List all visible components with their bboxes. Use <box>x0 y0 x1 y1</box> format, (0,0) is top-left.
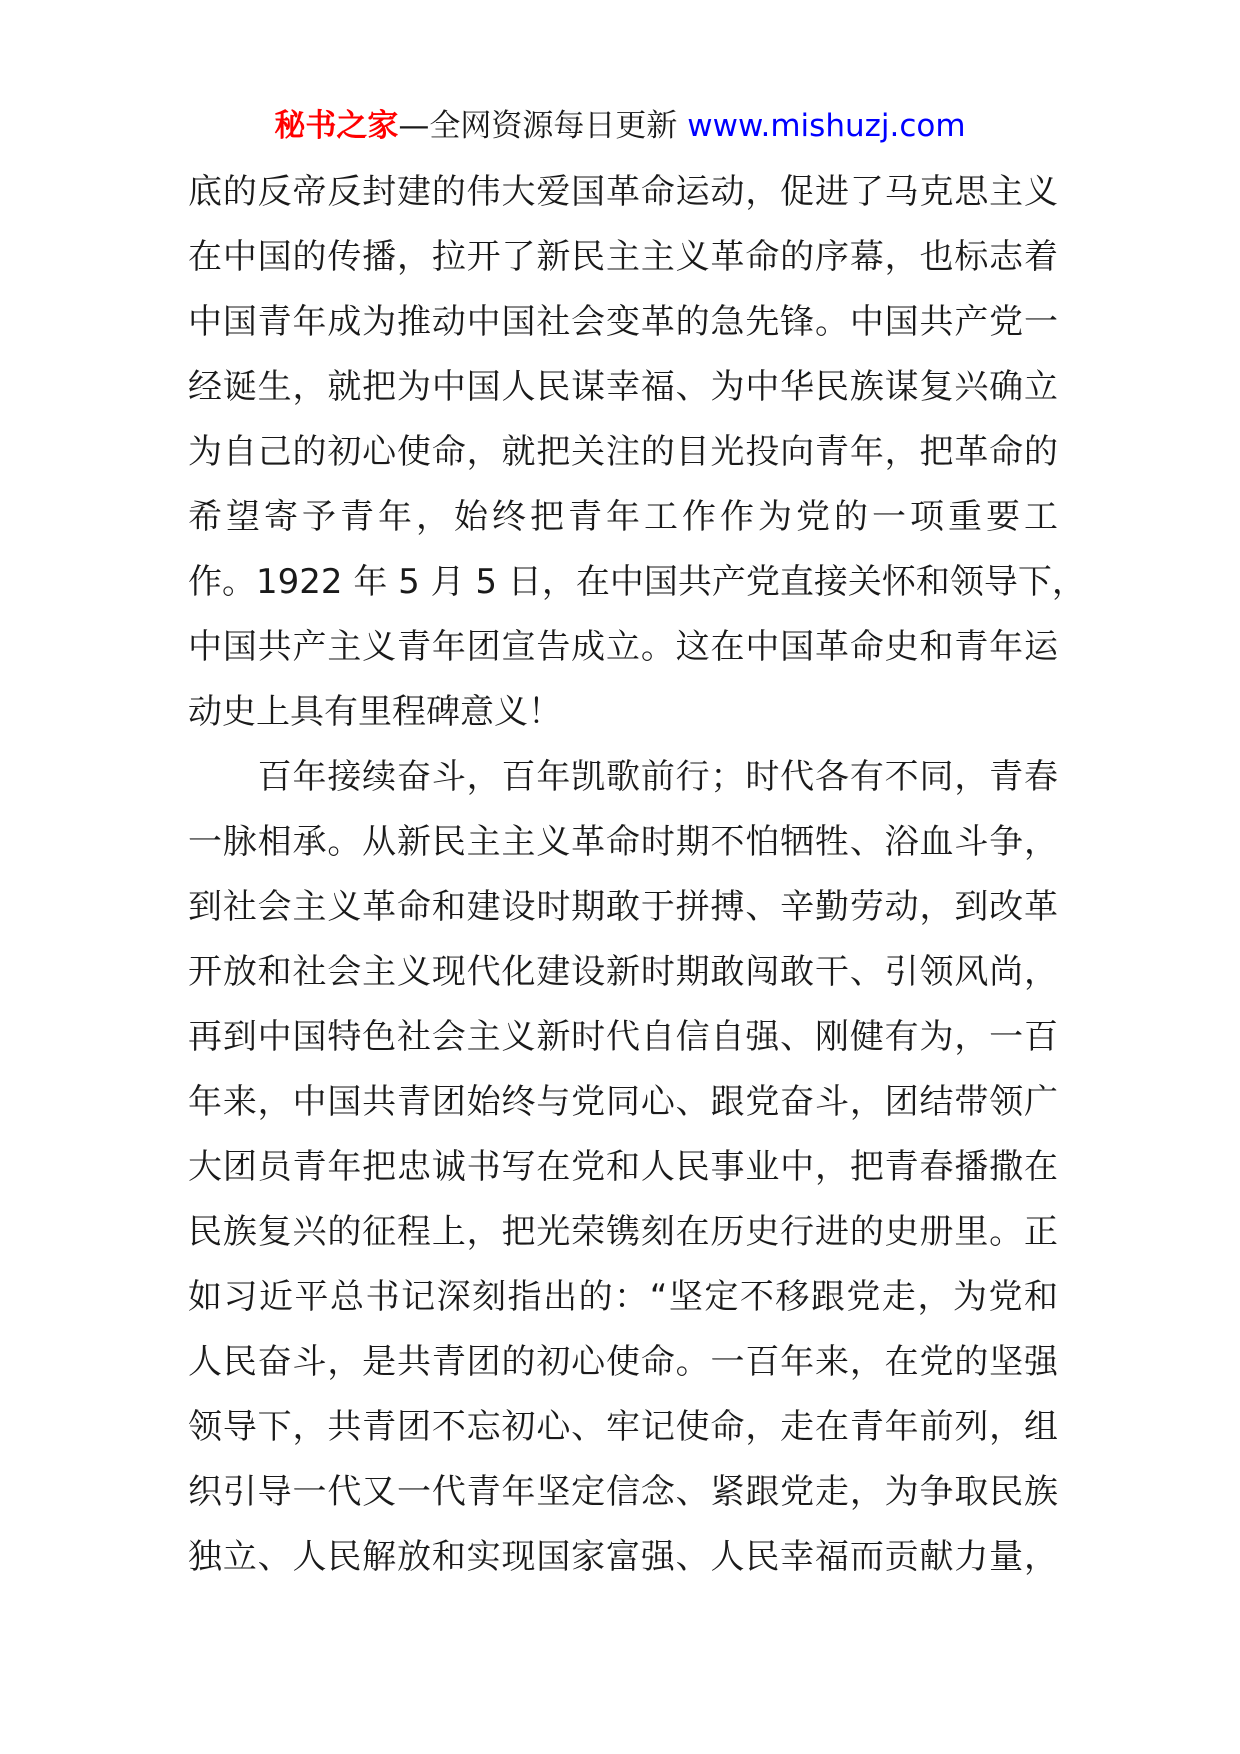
text-line: 再到中国特色社会主义新时代自信自强、刚健有为，一百 <box>188 1017 1058 1057</box>
document-body <box>188 160 1086 1590</box>
text-line: 大团员青年把忠诚书写在党和人民事业中，把青春播撒在 <box>188 1147 1058 1187</box>
text-line: 为自己的初心使命，就把关注的目光投向青年，把革命的 <box>188 432 1058 472</box>
text-line: 在中国的传播，拉开了新民主主义革命的序幕，也标志着 <box>188 237 1058 277</box>
brand-name: 秘书之家 <box>274 108 399 144</box>
text-line: 如习近平总书记深刻指出的：“坚定不移跟党走，为党和 <box>188 1277 1058 1317</box>
header-tagline: —全网资源每日更新 <box>398 108 688 144</box>
text-line: 底的反帝反封建的伟大爱国革命运动，促进了马克思主义 <box>188 172 1058 212</box>
text-line: 独立、人民解放和实现国家富强、人民幸福而贡献力量， <box>188 1537 1058 1577</box>
text-line: 经诞生，就把为中国人民谋幸福、为中华民族谋复兴确立 <box>188 367 1058 407</box>
text-line: 人民奋斗，是共青团的初心使命。一百年来，在党的坚强 <box>188 1342 1058 1382</box>
text-line: 年来，中国共青团始终与党同心、跟党奋斗，团结带领广 <box>188 1082 1058 1122</box>
page-header <box>0 104 1240 148</box>
text-line: 到社会主义革命和建设时期敢于拼搏、辛勤劳动，到改革 <box>188 887 1058 927</box>
text-line: 希望寄予青年，始终把青年工作作为党的一项重要工 <box>188 497 1058 537</box>
text-line: 作。1922 年 5 月 5 日，在中国共产党直接关怀和领导下， <box>188 562 1086 602</box>
text-line: 动史上具有里程碑意义！ <box>188 692 562 732</box>
text-line: 百年接续奋斗，百年凯歌前行；时代各有不同，青春 <box>188 757 1058 797</box>
text-line: 织引导一代又一代青年坚定信念、紧跟党走，为争取民族 <box>188 1472 1058 1512</box>
text-line: 中国共产主义青年团宣告成立。这在中国革命史和青年运 <box>188 627 1058 667</box>
text-line: 开放和社会主义现代化建设新时期敢闯敢干、引领风尚， <box>188 952 1058 992</box>
text-line: 中国青年成为推动中国社会变革的急先锋。中国共产党一 <box>188 302 1058 342</box>
website-link[interactable]: www.mishuzj.com <box>687 108 966 144</box>
text-line: 民族复兴的征程上，把光荣镌刻在历史行进的史册里。正 <box>188 1212 1058 1252</box>
text-line: 一脉相承。从新民主主义革命时期不怕牺牲、浴血斗争， <box>188 822 1058 862</box>
text-line: 领导下，共青团不忘初心、牢记使命，走在青年前列，组 <box>188 1407 1058 1447</box>
